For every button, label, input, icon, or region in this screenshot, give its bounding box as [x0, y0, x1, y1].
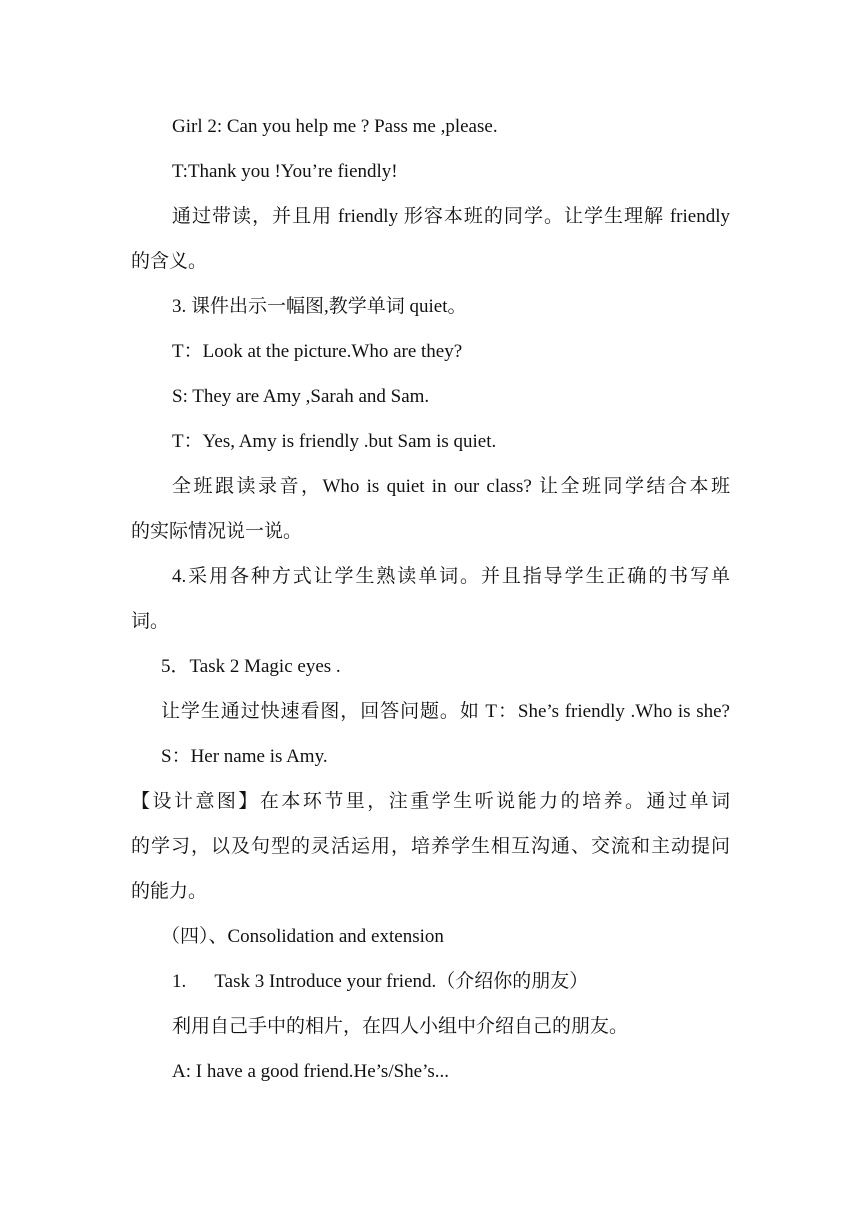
section-4-heading: （四）、Consolidation and extension — [161, 926, 444, 947]
paragraph-friendly-line1: 通过带读，并且用 friendly 形容本班的同学。让学生理解 friendly — [172, 206, 730, 227]
dialogue-line-teacher-thanks: T:Thank you !You’re fiendly! — [172, 161, 398, 182]
paragraph-quiet-line2: 的实际情况说一说。 — [131, 521, 303, 542]
step-3-heading: 3. 课件出示一幅图,教学单词 quiet。 — [172, 296, 467, 317]
dialogue-line-look-picture: T：Look at the picture.Who are they? — [172, 341, 463, 362]
design-intent-line3: 的能力。 — [131, 881, 208, 902]
design-intent-line1: 【设计意图】在本环节里，注重学生听说能力的培养。通过单词 — [131, 791, 730, 812]
step-5-instruction: 让学生通过快速看图，回答问题。如 T：She’s friendly .Who is she? — [161, 701, 730, 722]
dialogue-line-girl2: Girl 2: Can you help me ? Pass me ,please. — [172, 116, 498, 137]
dialogue-line-quiet: T：Yes, Amy is friendly .but Sam is quiet. — [172, 431, 497, 452]
step-5-heading: 5．Task 2 Magic eyes . — [161, 656, 341, 677]
task-3-heading: 1. Task 3 Introduce your friend.（介绍你的朋友） — [172, 971, 589, 992]
paragraph-friendly-line2: 的含义。 — [131, 251, 208, 272]
task-3-instruction: 利用自己手中的相片，在四人小组中介绍自己的朋友。 — [172, 1016, 629, 1037]
design-intent-line2: 的学习，以及句型的灵活运用，培养学生相互沟通、交流和主动提问 — [131, 836, 730, 857]
step-4-line1: 4.采用各种方式让学生熟读单词。并且指导学生正确的书写单 — [172, 566, 730, 587]
dialogue-line-they-are: S: They are Amy ,Sarah and Sam. — [172, 386, 430, 407]
dialogue-line-her-name: S：Her name is Amy. — [161, 746, 328, 767]
dialogue-line-good-friend: A: I have a good friend.He’s/She’s... — [172, 1061, 450, 1082]
paragraph-quiet-line1: 全班跟读录音，Who is quiet in our class? 让全班同学结合本班 — [172, 476, 730, 497]
step-4-line2: 词。 — [131, 611, 170, 632]
